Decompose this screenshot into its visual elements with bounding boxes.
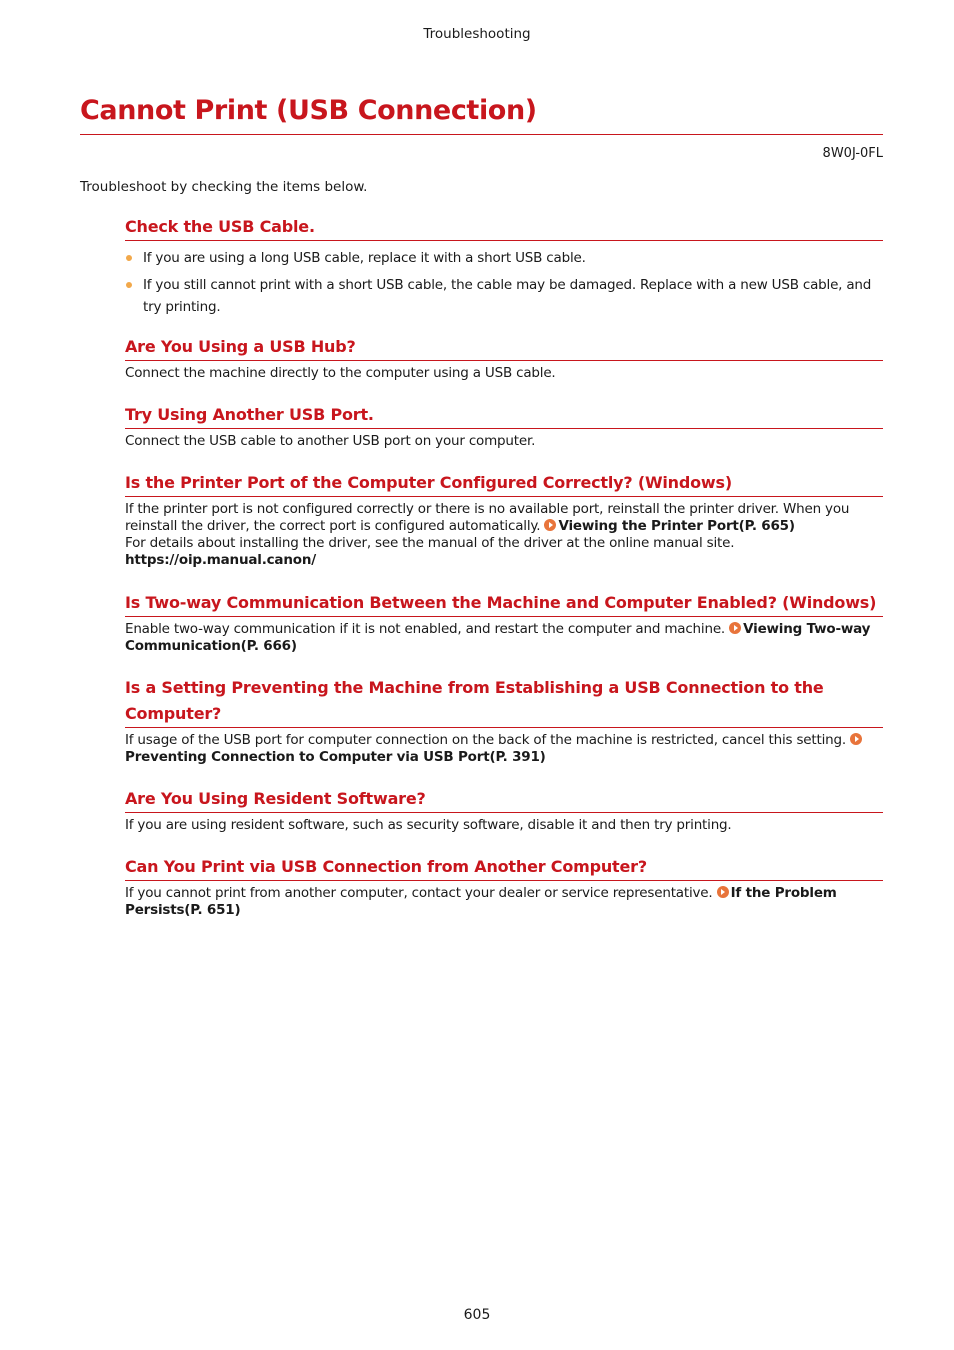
section-usb-connection-setting xyxy=(125,675,883,766)
section-heading: Are You Using a USB Hub? xyxy=(125,334,883,361)
section-heading: Can You Print via USB Connection from Another Computer? xyxy=(125,854,883,881)
link-viewing-printer-port[interactable]: Viewing the Printer Port(P. 665) xyxy=(544,518,794,534)
section-text: If you cannot print from another computer, contact your dealer or service representative. If the Problem Persists(P. 651) xyxy=(125,885,837,918)
section-heading: Is Two-way Communication Between the Machine and Computer Enabled? (Windows) xyxy=(125,590,883,617)
section-heading: Is a Setting Preventing the Machine from Establishing a USB Connection to the Computer? xyxy=(125,675,883,728)
page-title: Cannot Print (USB Connection) xyxy=(80,92,883,135)
bullet-icon xyxy=(126,255,132,261)
section-text: Connect the USB cable to another USB port on your computer. xyxy=(125,433,536,449)
section-printer-port xyxy=(125,470,883,569)
list-item: If you still cannot print with a short USB cable, the cable may be damaged. Replace with a new USB cable, and try printing. xyxy=(125,274,883,318)
section-another-usb-port xyxy=(125,402,883,450)
section-heading: Are You Using Resident Software? xyxy=(125,786,883,813)
page-number: 605 xyxy=(463,1307,491,1323)
list-item: If you are using a long USB cable, replace it with a short USB cable. xyxy=(125,247,883,269)
intro-text: Troubleshoot by checking the items below. xyxy=(80,179,368,195)
arrow-right-icon xyxy=(850,733,862,745)
section-text: If you are using resident software, such as security software, disable it and then try printing. xyxy=(125,817,732,833)
section-heading: Try Using Another USB Port. xyxy=(125,402,883,429)
section-heading: Is the Printer Port of the Computer Configured Correctly? (Windows) xyxy=(125,470,883,497)
section-text: Connect the machine directly to the computer using a USB cable. xyxy=(125,365,556,381)
section-another-computer xyxy=(125,854,883,919)
bullet-list xyxy=(125,247,883,318)
section-resident-software xyxy=(125,786,883,834)
section-heading: Check the USB Cable. xyxy=(125,214,883,241)
section-text: Enable two-way communication if it is not enabled, and restart the computer and machine. Viewing Two-way Communication(P. 666) xyxy=(125,621,871,654)
section-two-way-communication xyxy=(125,590,883,655)
running-header: Troubleshooting xyxy=(423,26,531,42)
arrow-right-icon xyxy=(544,519,556,531)
arrow-right-icon xyxy=(729,622,741,634)
bullet-icon xyxy=(126,282,132,288)
section-check-usb-cable xyxy=(125,214,883,323)
arrow-right-icon xyxy=(717,886,729,898)
link-preventing-connection[interactable]: Preventing Connection to Computer via USB Port(P. 391) xyxy=(125,732,864,765)
section-usb-hub xyxy=(125,334,883,382)
document-code: 8W0J-0FL xyxy=(822,146,883,161)
link-online-manual-url[interactable]: https://oip.manual.canon/ xyxy=(125,552,316,568)
link-if-problem-persists[interactable]: If the Problem Persists(P. 651) xyxy=(125,885,837,918)
link-viewing-two-way-communication[interactable]: Viewing Two-way Communication(P. 666) xyxy=(125,621,871,654)
section-text: If the printer port is not configured correctly or there is no available port, reinstall the printer driver. When you reinstall the driver, the correct port is configured automatically. Viewing the Printer Port(P. 665) For details about installing the driver, see the manual of the driver at the online manual site. https://oip.manual.canon/ xyxy=(125,501,883,569)
section-text: If usage of the USB port for computer connection on the back of the machine is restricted, cancel this setting. Preventing Connection to Computer via USB Port(P. 391) xyxy=(125,732,883,766)
